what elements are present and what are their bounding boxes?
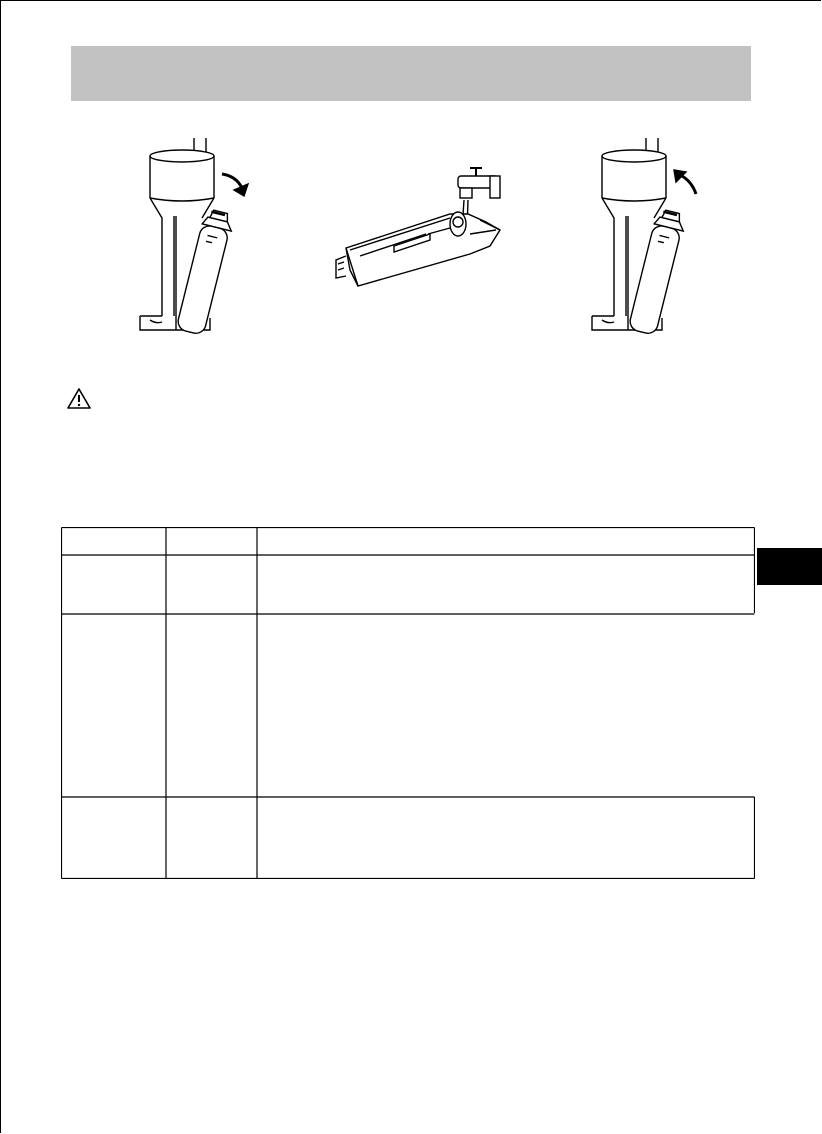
rinse-filter-illustration (330, 160, 510, 290)
reinstall-filter-illustration (590, 130, 720, 340)
remove-filter-illustration (138, 130, 268, 340)
section-header-bar (71, 46, 751, 101)
warning-triangle-icon (66, 387, 92, 411)
section-side-tab (757, 548, 822, 585)
troubleshooting-table (61, 527, 755, 879)
